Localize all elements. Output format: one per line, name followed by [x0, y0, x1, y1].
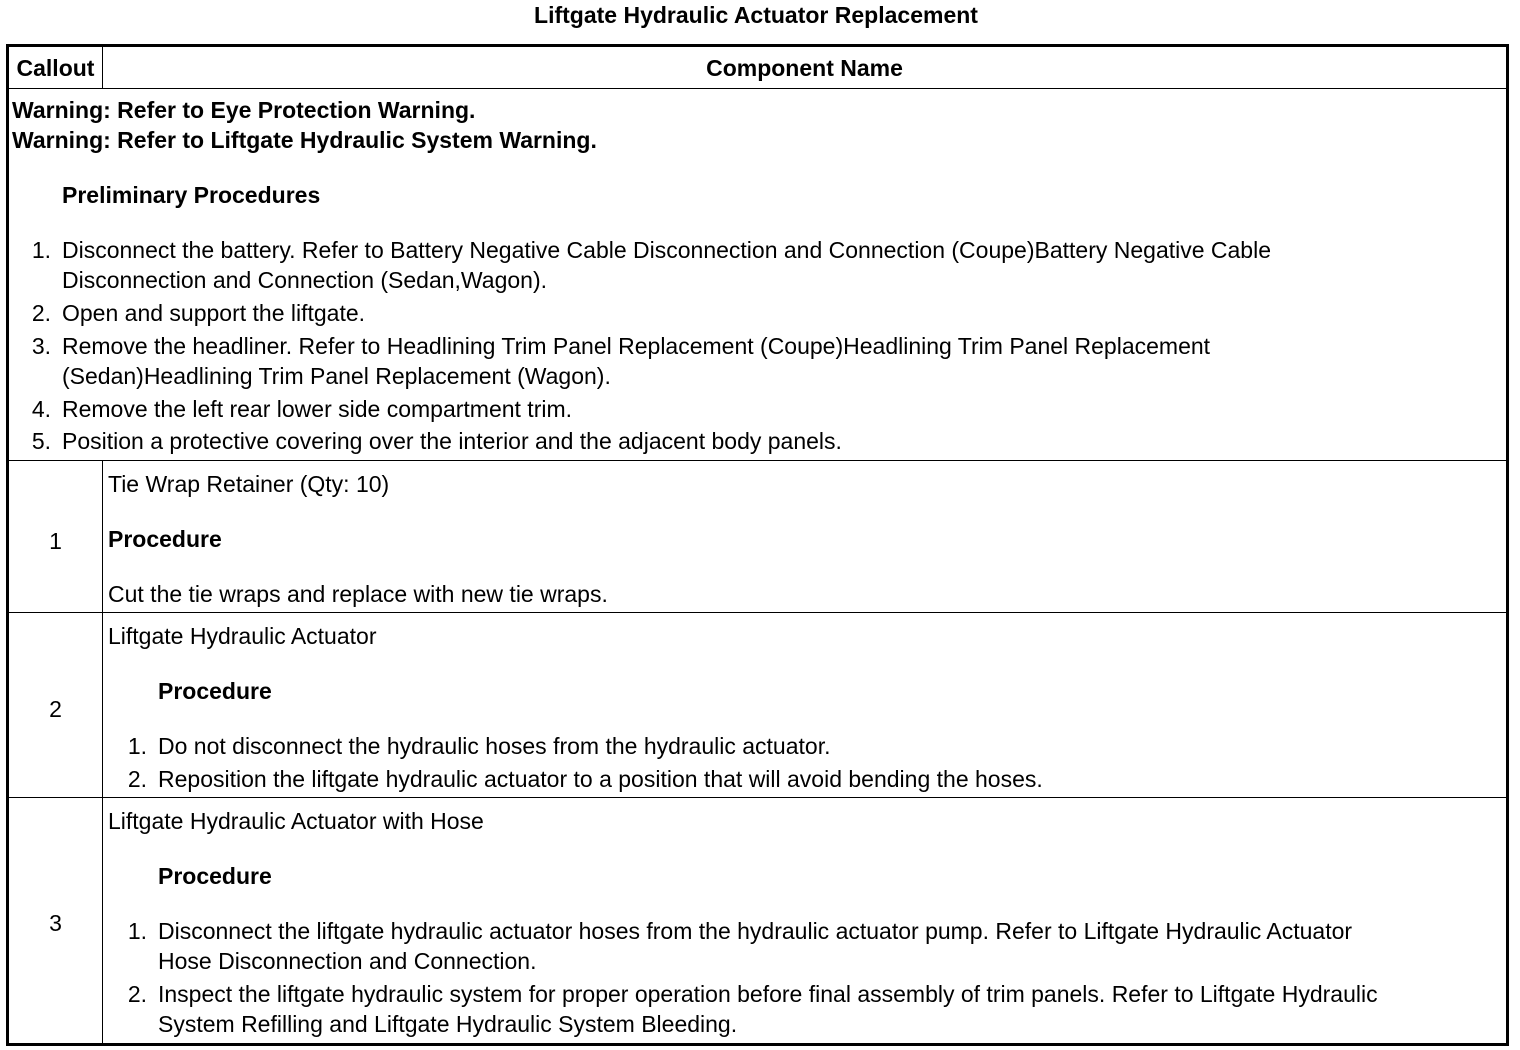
procedure-heading: Procedure — [158, 863, 272, 889]
callout-column-divider — [102, 461, 103, 1043]
prelim-step-number: 2. — [31, 300, 51, 326]
procedure-step-number: 2. — [127, 981, 147, 1007]
row-rule — [9, 797, 1506, 798]
header-divider — [102, 47, 103, 89]
procedure-table — [6, 44, 1509, 1046]
prelim-step-number: 4. — [31, 396, 51, 422]
row-rule — [9, 460, 1506, 461]
procedure-heading: Procedure — [158, 678, 272, 704]
procedure-step-text: Do not disconnect the hydraulic hoses from the hydraulic actuator. — [158, 733, 831, 759]
procedure-step-number: 2. — [127, 766, 147, 792]
preliminary-heading: Preliminary Procedures — [62, 182, 321, 208]
procedure-step-text: Reposition the liftgate hydraulic actuator to a position that will avoid bending the hoses. — [158, 766, 1043, 792]
component-name: Tie Wrap Retainer (Qty: 10) — [108, 471, 390, 497]
prelim-step-text: Disconnect the battery. Refer to Battery Negative Cable Disconnection and Connection (Coupe)Battery Negative Cable — [62, 237, 1272, 263]
prelim-step-text: Remove the headliner. Refer to Headlining Trim Panel Replacement (Coupe)Headlining Trim Panel Replacement — [62, 333, 1211, 359]
warning-hydraulic-system: Warning: Refer to Liftgate Hydraulic System Warning. — [12, 127, 597, 153]
row-rule — [9, 612, 1506, 613]
header-callout: Callout — [16, 55, 95, 81]
procedure-step-number: 1. — [127, 733, 147, 759]
prelim-step-number: 5. — [31, 428, 51, 454]
procedure-step-text: Disconnect the liftgate hydraulic actuator hoses from the hydraulic actuator pump. Refer to Liftgate Hydraulic Actuator — [158, 918, 1353, 944]
component-name: Liftgate Hydraulic Actuator — [108, 623, 377, 649]
document-title: Liftgate Hydraulic Actuator Replacement — [534, 2, 978, 28]
procedure-step-text: Inspect the liftgate hydraulic system for proper operation before final assembly of trim panels. Refer to Liftgate Hydraulic — [158, 981, 1378, 1007]
prelim-step-text: Open and support the liftgate. — [62, 300, 366, 326]
procedure-step-text: Hose Disconnection and Connection. — [158, 948, 537, 974]
warning-eye-protection: Warning: Refer to Eye Protection Warning. — [12, 97, 476, 123]
procedure-step-number: 1. — [127, 918, 147, 944]
prelim-step-text: Remove the left rear lower side compartment trim. — [62, 396, 573, 422]
prelim-step-text: (Sedan)Headlining Trim Panel Replacement (Wagon). — [62, 363, 611, 389]
header-rule — [9, 88, 1506, 89]
callout-number: 2 — [49, 696, 62, 722]
procedure-step-text: System Refilling and Liftgate Hydraulic System Bleeding. — [158, 1011, 738, 1037]
prelim-step-number: 3. — [31, 333, 51, 359]
header-component-name: Component Name — [706, 55, 903, 81]
callout-number: 1 — [49, 528, 62, 554]
prelim-step-text: Disconnection and Connection (Sedan,Wagon). — [62, 267, 547, 293]
callout-number: 3 — [49, 910, 62, 936]
procedure-heading: Procedure — [108, 526, 222, 552]
prelim-step-text: Position a protective covering over the interior and the adjacent body panels. — [62, 428, 842, 454]
prelim-step-number: 1. — [31, 237, 51, 263]
procedure-text: Cut the tie wraps and replace with new tie wraps. — [108, 581, 608, 607]
component-name: Liftgate Hydraulic Actuator with Hose — [108, 808, 484, 834]
